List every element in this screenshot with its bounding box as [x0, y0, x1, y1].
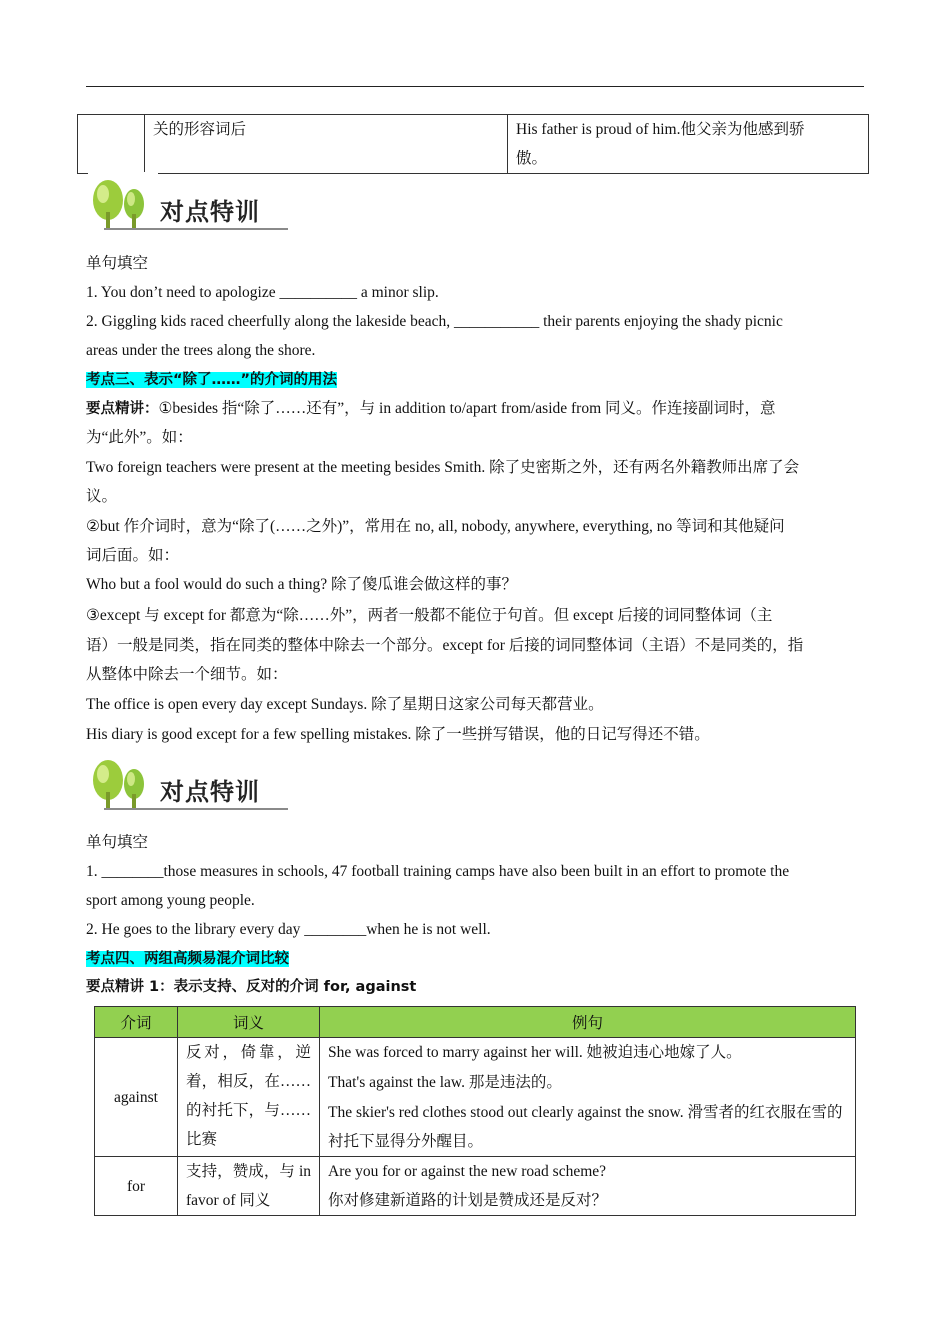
point-heading: 要点精讲 1：表示支持、反对的介词 for, against: [86, 979, 417, 995]
exercise-heading: 单句填空: [86, 255, 149, 272]
question-2-cont: areas under the trees along the shore.: [86, 342, 316, 359]
point-3-cont: 语）一般是同类，指在同类的整体中除去一个部分。except for 后接的词同整体词（主语）不是同类的，指: [86, 637, 804, 654]
banner-title: 对点特训: [160, 778, 260, 806]
question-1: 1. ________those measures in schools, 47 football training camps have also been built in an effort to promote the: [86, 863, 790, 880]
point-1: 要点精讲：①besides 指“除了……还有”，与 in addition to/apart from/aside from 同义。作连接副词时，意: [86, 400, 776, 417]
question-2: 2. Giggling kids raced cheerfully along the lakeside beach, ___________ their parents enjoying the shady picnic: [86, 313, 783, 330]
point-1-cont: 为“此外”。如：: [86, 429, 193, 446]
banner-underline: [104, 228, 288, 230]
examples-cell: She was forced to marry against her will. 她被迫违心地嫁了人。 That's against the law. 那是违法的。 The skier's red clothes stood out clearly against the snow. 滑雪者的红衣服在雪的衬托下显得分外醒目。: [320, 1038, 856, 1157]
example-2: Who but a fool would do such a thing? 除了傻瓜谁会做这样的事？: [86, 576, 517, 593]
header-rule: [86, 86, 864, 87]
column-header: 介词: [95, 1007, 178, 1038]
example-1-cont: 议。: [86, 488, 118, 505]
table-cell: [145, 115, 508, 174]
column-header: 词义: [178, 1007, 320, 1038]
continued-table: [77, 114, 869, 174]
preposition-cell: against: [95, 1038, 178, 1157]
example-1: Two foreign teachers were present at the meeting besides Smith. 除了史密斯之外，还有两名外籍教师出席了会: [86, 459, 800, 476]
question-2: 2. He goes to the library every day ________when he is not well.: [86, 921, 491, 938]
tree-icon: [88, 752, 158, 812]
example-3: The office is open every day except Sundays. 除了星期日这家公司每天都营业。: [86, 696, 604, 713]
point-3-cont: 从整体中除去一个细节。如：: [86, 666, 288, 683]
banner-underline: [104, 808, 288, 810]
practice-banner: [88, 172, 288, 232]
table-cell: [78, 115, 145, 174]
section-3-title: 考点三、表示“除了……”的介词的用法: [86, 372, 338, 388]
cell-text: 关的形容词后: [153, 121, 247, 138]
meaning-cell: 支持，赞成，与 in favor of 同义: [178, 1157, 320, 1216]
question-1-cont: sport among young people.: [86, 892, 255, 909]
point-2-cont: 词后面。如：: [86, 547, 180, 564]
comparison-table: [94, 1006, 856, 1216]
table-row: [95, 1157, 856, 1216]
preposition-cell: for: [95, 1157, 178, 1216]
column-header: 例句: [320, 1007, 856, 1038]
tree-icon: [88, 172, 158, 232]
banner-title: 对点特训: [160, 198, 260, 226]
cell-text: His father is proud of him.他父亲为他感到骄: [516, 121, 805, 138]
point-2: ②but 作介词时，意为“除了(……之外)”，常用在 no, all, nobody, anywhere, everything, no 等词和其他疑问: [86, 518, 785, 535]
point-3: ③except 与 except for 都意为“除……外”，两者一般都不能位于句首。但 except 后接的词同整体词（主: [86, 607, 773, 624]
cell-text: 傲。: [516, 150, 548, 167]
table-row: [95, 1038, 856, 1157]
meaning-cell: 反对，倚靠，逆着，相反，在……的衬托下，与……比赛: [178, 1038, 320, 1157]
section-4-title: 考点四、两组高频易混介词比较: [86, 951, 289, 967]
practice-banner: [88, 752, 288, 812]
exercise-heading: 单句填空: [86, 834, 149, 851]
example-4: His diary is good except for a few spelling mistakes. 除了一些拼写错误，他的日记写得还不错。: [86, 726, 710, 743]
examples-cell: Are you for or against the new road scheme? 你对修建新道路的计划是赞成还是反对？: [320, 1157, 856, 1216]
table-cell: [508, 115, 869, 174]
question-1: 1. You don’t need to apologize __________ a minor slip.: [86, 284, 439, 301]
